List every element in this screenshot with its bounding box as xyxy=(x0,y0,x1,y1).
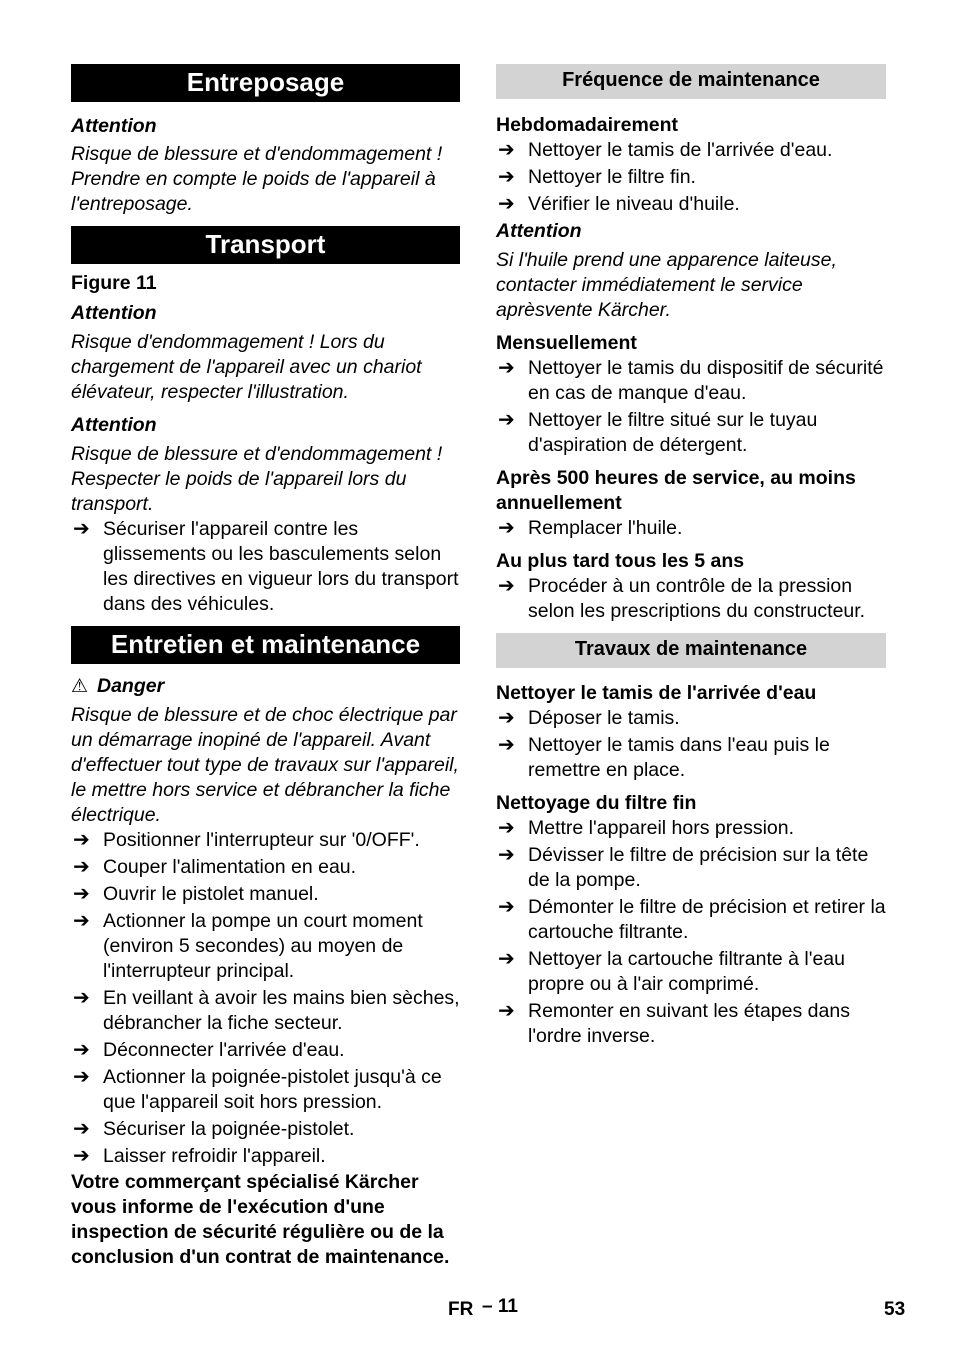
step-item xyxy=(71,1065,460,1115)
step-item xyxy=(496,138,886,163)
heading-transport: Transport xyxy=(71,226,460,264)
heading-maintenance-works: Travaux de maintenance xyxy=(496,633,886,668)
transport-attention-label-1: Attention xyxy=(71,302,157,324)
step-item xyxy=(496,165,886,190)
subheading-weekly: Hebdomadairement xyxy=(496,114,679,136)
step-item xyxy=(71,986,460,1036)
step-text: Actionner la pompe un court moment (environ 5 secondes) au moyen de l'interrupteur principal. xyxy=(103,910,423,982)
step-text: Positionner l'interrupteur sur '0/OFF'. xyxy=(103,829,420,851)
storage-attention-label: Attention xyxy=(71,115,157,137)
arrow-right-icon: ➔ xyxy=(498,575,515,597)
step-text: Dévisser le filtre de précision sur la tête de la pompe. xyxy=(528,844,869,891)
arrow-right-icon: ➔ xyxy=(73,1039,90,1061)
arrow-right-icon: ➔ xyxy=(498,409,515,431)
step-text: Procéder à un contrôle de la pression selon les prescriptions du constructeur. xyxy=(528,575,866,622)
right-column xyxy=(496,64,886,1051)
arrow-right-icon: ➔ xyxy=(498,517,515,539)
arrow-right-icon: ➔ xyxy=(498,139,515,161)
step-item xyxy=(496,408,886,458)
step-item xyxy=(496,356,886,406)
arrow-right-icon: ➔ xyxy=(498,193,515,215)
heading-storage: Entreposage xyxy=(71,64,460,102)
arrow-right-icon: ➔ xyxy=(498,734,515,756)
warning-triangle-icon: ⚠ xyxy=(71,676,89,697)
step-text: Sécuriser la poignée-pistolet. xyxy=(103,1118,355,1140)
arrow-right-icon: ➔ xyxy=(498,817,515,839)
footer-section-page: – 11 xyxy=(482,1296,518,1317)
left-column xyxy=(71,64,460,1270)
oil-attention-text: Si l'huile prend une apparence laiteuse, contacter immédiatement le service aprèsvente Kärcher. xyxy=(496,249,837,321)
arrow-right-icon: ➔ xyxy=(73,518,90,540)
step-text: Laisser refroidir l'appareil. xyxy=(103,1145,326,1167)
heading-maintenance: Entretien et maintenance xyxy=(71,626,460,664)
heading-maintenance-frequency: Fréquence de maintenance xyxy=(496,64,886,99)
figure-reference: Figure 11 xyxy=(71,272,157,294)
danger-label: Danger xyxy=(97,675,165,697)
dealer-note: Votre commerçant spécialisé Kärcher vous informe de l'exécution d'une inspection de sécurité régulière ou de la conclusion d'un contrat de maintenance. xyxy=(71,1171,450,1268)
maintenance-safety-steps xyxy=(71,828,460,1169)
step-text: Remonter en suivant les étapes dans l'ordre inverse. xyxy=(528,1000,850,1047)
step-item xyxy=(496,516,886,541)
subheading-clean-sieve: Nettoyer le tamis de l'arrivée d'eau xyxy=(496,682,817,704)
step-text: Actionner la poignée-pistolet jusqu'à ce que l'appareil soit hors pression. xyxy=(103,1066,442,1113)
arrow-right-icon: ➔ xyxy=(73,1066,90,1088)
monthly-steps xyxy=(496,356,886,458)
step-item xyxy=(496,816,886,841)
arrow-right-icon: ➔ xyxy=(498,707,515,729)
500-hours-steps xyxy=(496,516,886,541)
danger-text: Risque de blessure et de choc électrique par un démarrage inopiné de l'appareil. Avant d'effectuer tout type de travaux sur l'appareil, le mettre hors service et débrancher la fiche électrique. xyxy=(71,704,459,826)
oil-attention-label: Attention xyxy=(496,220,582,242)
arrow-right-icon: ➔ xyxy=(498,357,515,379)
transport-attention-label-2: Attention xyxy=(71,414,157,436)
subheading-5-years: Au plus tard tous les 5 ans xyxy=(496,550,745,572)
step-item xyxy=(496,574,886,624)
step-text: Nettoyer le filtre situé sur le tuyau d'aspiration de détergent. xyxy=(528,409,818,456)
step-item xyxy=(71,1117,460,1142)
footer-page-number: 53 xyxy=(884,1299,906,1320)
5-years-steps xyxy=(496,574,886,624)
clean-sieve-steps xyxy=(496,706,886,783)
arrow-right-icon: ➔ xyxy=(73,829,90,851)
step-item xyxy=(71,1038,460,1063)
step-item xyxy=(71,517,460,617)
step-text: Déposer le tamis. xyxy=(528,707,680,729)
transport-attention-text-1: Risque d'endommagement ! Lors du chargement de l'appareil avec un chariot élévateur, respecter l'illustration. xyxy=(71,331,422,403)
step-item xyxy=(496,895,886,945)
fine-filter-steps xyxy=(496,816,886,1049)
step-text: Déconnecter l'arrivée d'eau. xyxy=(103,1039,345,1061)
footer-language: FR xyxy=(448,1299,474,1320)
subheading-monthly: Mensuellement xyxy=(496,332,637,354)
step-text: Démonter le filtre de précision et retirer la cartouche filtrante. xyxy=(528,896,886,943)
arrow-right-icon: ➔ xyxy=(498,844,515,866)
arrow-right-icon: ➔ xyxy=(498,166,515,188)
step-item xyxy=(71,1144,460,1169)
weekly-steps xyxy=(496,138,886,217)
step-item xyxy=(71,828,460,853)
step-text: Mettre l'appareil hors pression. xyxy=(528,817,795,839)
step-text: Ouvrir le pistolet manuel. xyxy=(103,883,319,905)
arrow-right-icon: ➔ xyxy=(73,1118,90,1140)
arrow-right-icon: ➔ xyxy=(73,910,90,932)
subheading-fine-filter: Nettoyage du filtre fin xyxy=(496,792,697,814)
step-text: Nettoyer le filtre fin. xyxy=(528,166,696,188)
step-text: En veillant à avoir les mains bien sèches, débrancher la fiche secteur. xyxy=(103,987,460,1034)
arrow-right-icon: ➔ xyxy=(73,987,90,1009)
storage-attention-text: Risque de blessure et d'endommagement ! Prendre en compte le poids de l'appareil à l'entreposage. xyxy=(71,143,443,215)
subheading-500-hours: Après 500 heures de service, au moins annuellement xyxy=(496,467,856,514)
step-text: Couper l'alimentation en eau. xyxy=(103,856,357,878)
step-item xyxy=(71,882,460,907)
step-text: Nettoyer la cartouche filtrante à l'eau propre ou à l'air comprimé. xyxy=(528,948,845,995)
arrow-right-icon: ➔ xyxy=(73,1145,90,1167)
step-item xyxy=(496,733,886,783)
step-text: Nettoyer le tamis dans l'eau puis le remettre en place. xyxy=(528,734,830,781)
step-text: Sécuriser l'appareil contre les glissements ou les basculements selon les directives en vigueur lors du transport dans des véhicules. xyxy=(103,518,459,615)
step-item xyxy=(496,192,886,217)
transport-attention-text-2: Risque de blessure et d'endommagement ! Respecter le poids de l'appareil lors du transport. xyxy=(71,443,443,515)
step-text: Vérifier le niveau d'huile. xyxy=(528,193,740,215)
arrow-right-icon: ➔ xyxy=(498,948,515,970)
step-text: Nettoyer le tamis du dispositif de sécurité en cas de manque d'eau. xyxy=(528,357,884,404)
arrow-right-icon: ➔ xyxy=(498,1000,515,1022)
step-item xyxy=(496,947,886,997)
transport-steps xyxy=(71,517,460,617)
danger-heading xyxy=(71,674,460,699)
arrow-right-icon: ➔ xyxy=(498,896,515,918)
arrow-right-icon: ➔ xyxy=(73,856,90,878)
step-text: Remplacer l'huile. xyxy=(528,517,683,539)
step-text: Nettoyer le tamis de l'arrivée d'eau. xyxy=(528,139,833,161)
step-item xyxy=(71,855,460,880)
step-item xyxy=(496,706,886,731)
step-item xyxy=(496,999,886,1049)
step-item xyxy=(71,909,460,984)
step-item xyxy=(496,843,886,893)
arrow-right-icon: ➔ xyxy=(73,883,90,905)
